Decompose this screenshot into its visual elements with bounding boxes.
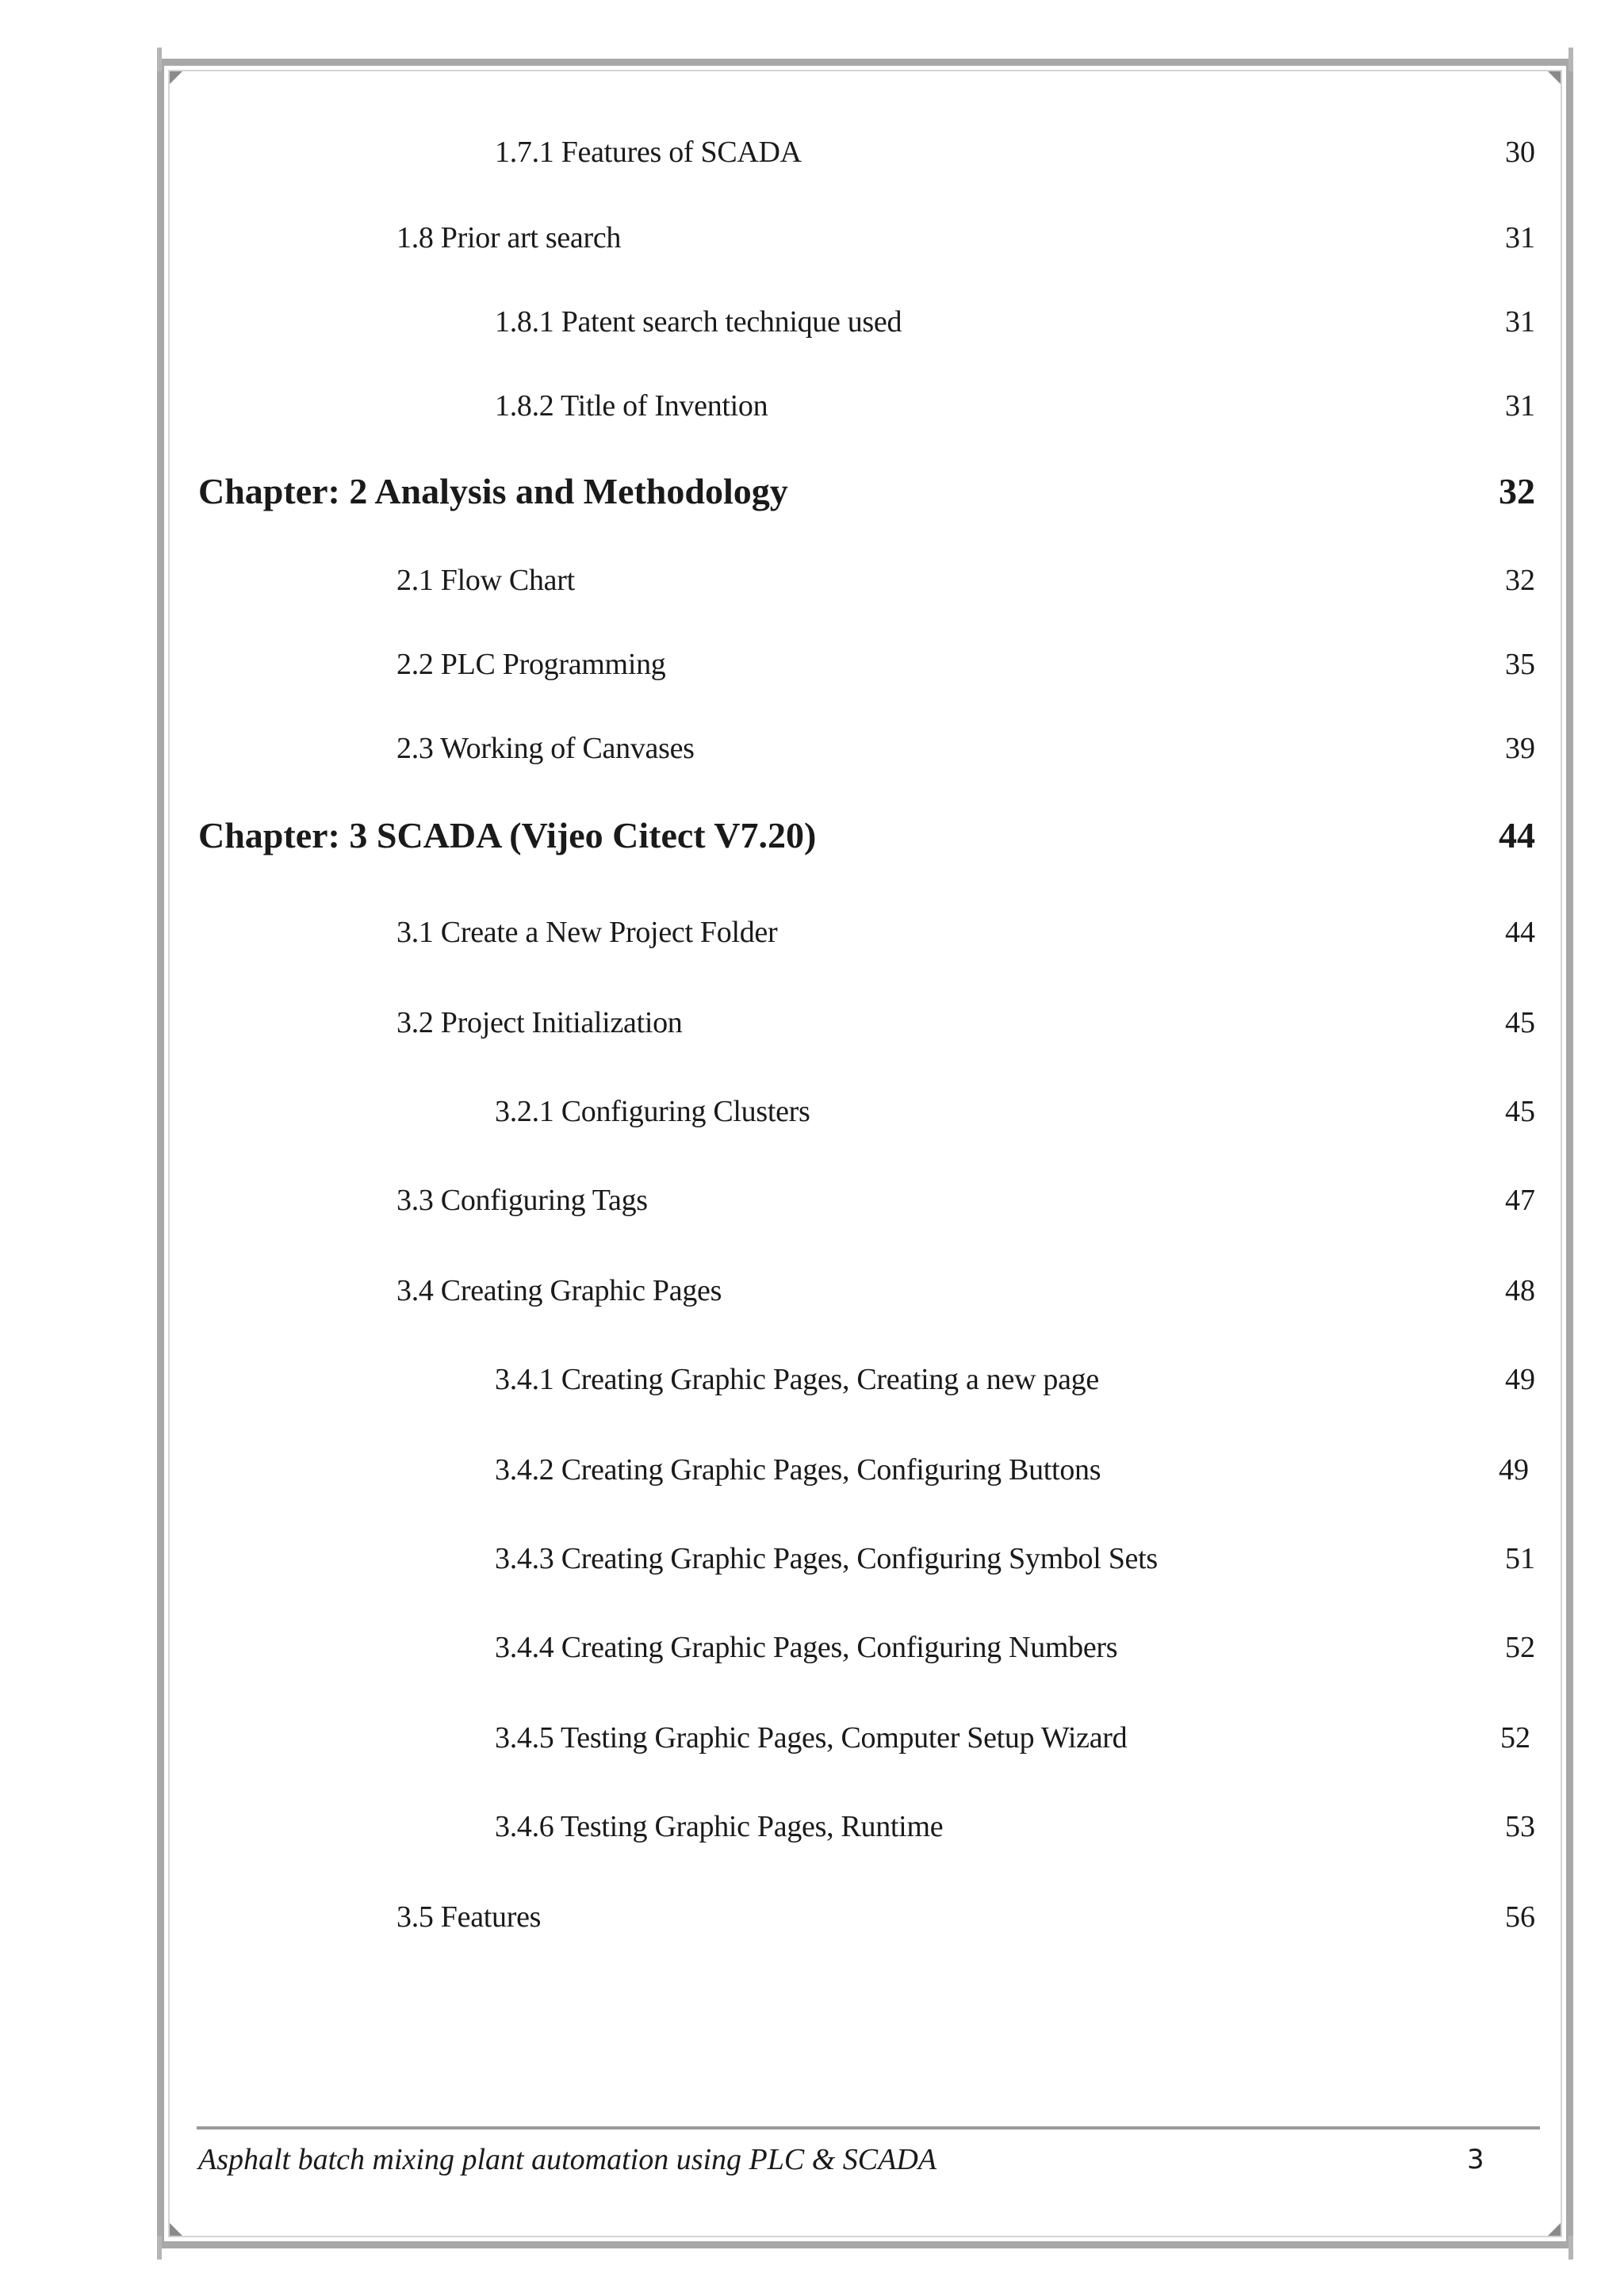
toc-entry-title: 3.4.3 Creating Graphic Pages, Configuring Symbol Sets bbox=[495, 1542, 1158, 1575]
toc-entry[interactable] bbox=[0, 1177, 1624, 1224]
footer-page-number: 3 bbox=[1467, 2144, 1484, 2175]
toc-entry-page: 45 bbox=[1505, 1006, 1535, 1039]
toc-entry-title: 2.1 Flow Chart bbox=[396, 564, 575, 597]
toc-entry-title: 3.4.5 Testing Graphic Pages, Computer Setup Wizard bbox=[495, 1721, 1128, 1755]
toc-entry-title: 1.7.1 Features of SCADA bbox=[495, 136, 802, 169]
toc-entry-title: 3.4.2 Creating Graphic Pages, Configuring Buttons bbox=[495, 1453, 1101, 1487]
toc-entry-page: 52 bbox=[1505, 1631, 1535, 1664]
toc-entry[interactable] bbox=[0, 1803, 1624, 1850]
toc-entry-page: 51 bbox=[1505, 1542, 1535, 1575]
toc-entry-page: 48 bbox=[1505, 1274, 1535, 1307]
toc-entry[interactable] bbox=[0, 557, 1624, 604]
toc-entry-page: 31 bbox=[1505, 389, 1535, 423]
toc-chapter-page: 44 bbox=[1499, 815, 1535, 855]
toc-entry-page: 31 bbox=[1505, 221, 1535, 254]
toc-entry-title: 3.4.4 Creating Graphic Pages, Configuring Numbers bbox=[495, 1631, 1118, 1664]
toc-entry-page: 30 bbox=[1505, 136, 1535, 169]
toc-entry-title: 3.2 Project Initialization bbox=[396, 1006, 683, 1039]
border-tick bbox=[1568, 2236, 1573, 2260]
toc-entry[interactable] bbox=[0, 298, 1624, 346]
border-tick bbox=[157, 48, 162, 71]
toc-entry[interactable] bbox=[0, 128, 1624, 176]
toc-chapter-title: Chapter: 2 Analysis and Methodology bbox=[198, 471, 788, 511]
toc-entry[interactable] bbox=[0, 999, 1624, 1047]
toc-entry-page: 31 bbox=[1505, 305, 1535, 339]
toc-entry-title: 1.8 Prior art search bbox=[396, 221, 622, 254]
toc-entry-title: 3.4.6 Testing Graphic Pages, Runtime bbox=[495, 1810, 944, 1843]
corner-ornament-bottom-right bbox=[1548, 2223, 1561, 2236]
toc-entry[interactable] bbox=[0, 214, 1624, 262]
toc-entry-title: 1.8.2 Title of Invention bbox=[495, 389, 768, 423]
toc-entry[interactable] bbox=[0, 1624, 1624, 1671]
toc-chapter-title: Chapter: 3 SCADA (Vijeo Citect V7.20) bbox=[198, 815, 817, 855]
corner-ornament-top-left bbox=[170, 71, 182, 84]
toc-entry-title: 3.1 Create a New Project Folder bbox=[396, 916, 778, 949]
border-tick bbox=[157, 2236, 162, 2260]
toc-entry-title: 3.4 Creating Graphic Pages bbox=[396, 1274, 722, 1307]
toc-entry[interactable] bbox=[0, 382, 1624, 430]
corner-ornament-top-right bbox=[1548, 71, 1561, 84]
toc-entry-page: 44 bbox=[1505, 916, 1535, 949]
toc-chapter-heading[interactable] bbox=[0, 812, 1624, 859]
toc-entry[interactable] bbox=[0, 1356, 1624, 1403]
toc-entry-page: 52 bbox=[1500, 1721, 1530, 1755]
toc-entry-page: 32 bbox=[1505, 564, 1535, 597]
toc-entry[interactable] bbox=[0, 1446, 1624, 1494]
toc-entry[interactable] bbox=[0, 1893, 1624, 1941]
toc-entry-page: 47 bbox=[1505, 1184, 1535, 1217]
toc-entry-title: 3.4.1 Creating Graphic Pages, Creating a new page bbox=[495, 1363, 1099, 1396]
toc-entry[interactable] bbox=[0, 725, 1624, 772]
toc-entry-page: 35 bbox=[1505, 648, 1535, 681]
footer-divider bbox=[197, 2126, 1540, 2130]
toc-chapter-heading[interactable] bbox=[0, 468, 1624, 515]
toc-entry-title: 2.2 PLC Programming bbox=[396, 648, 666, 681]
toc-entry-page: 45 bbox=[1505, 1095, 1535, 1128]
toc-entry-title: 3.3 Configuring Tags bbox=[396, 1184, 648, 1217]
toc-chapter-page: 32 bbox=[1499, 471, 1535, 511]
toc-entry[interactable] bbox=[0, 1088, 1624, 1135]
toc-entry[interactable] bbox=[0, 1714, 1624, 1762]
toc-entry[interactable] bbox=[0, 909, 1624, 956]
corner-ornament-bottom-left bbox=[170, 2223, 182, 2236]
border-tick bbox=[1568, 48, 1573, 71]
toc-entry-title: 3.5 Features bbox=[396, 1900, 542, 1934]
toc-entry-page: 49 bbox=[1499, 1453, 1529, 1487]
toc-entry-page: 49 bbox=[1505, 1363, 1535, 1396]
toc-entry[interactable] bbox=[0, 641, 1624, 688]
toc-entry-title: 2.3 Working of Canvases bbox=[396, 732, 695, 765]
toc-entry-page: 56 bbox=[1505, 1900, 1535, 1934]
toc-entry[interactable] bbox=[0, 1535, 1624, 1582]
toc-entry-title: 1.8.1 Patent search technique used bbox=[495, 305, 902, 339]
toc-entry-page: 39 bbox=[1505, 732, 1535, 765]
toc-entry-title: 3.2.1 Configuring Clusters bbox=[495, 1095, 810, 1128]
toc-entry[interactable] bbox=[0, 1267, 1624, 1314]
toc-entry-page: 53 bbox=[1505, 1810, 1535, 1843]
footer-document-title: Asphalt batch mixing plant automation using PLC & SCADA bbox=[198, 2143, 936, 2176]
